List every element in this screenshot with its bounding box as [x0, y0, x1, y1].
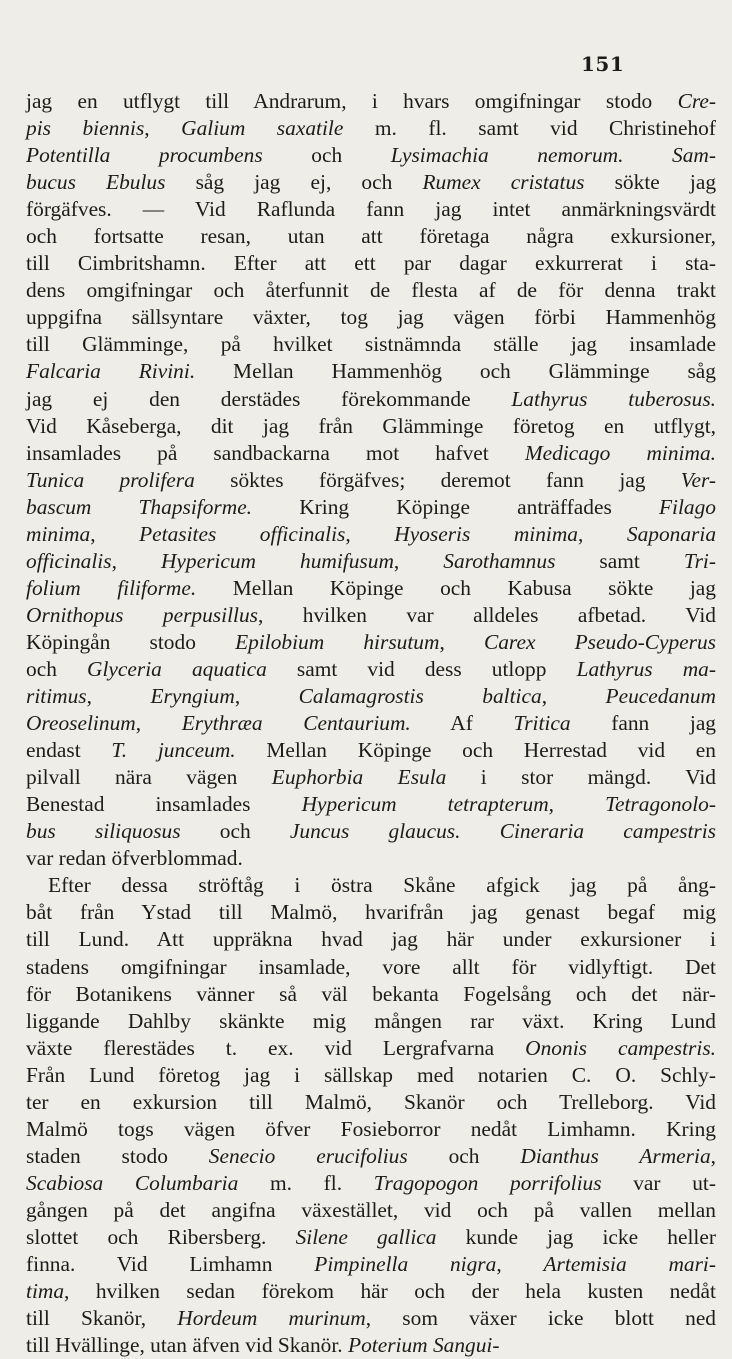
text-segment: , som växer icke blott ned — [365, 1306, 717, 1331]
page-number: 151 — [581, 52, 625, 76]
text-segment — [623, 143, 672, 167]
text-segment: Af — [410, 711, 514, 736]
italic-text: Saponaria — [626, 521, 717, 546]
text-segment — [460, 819, 499, 843]
italic-text: Tritica — [513, 711, 571, 736]
text-line — [26, 1197, 716, 1224]
text-segment: och — [262, 143, 391, 168]
text-segment: , — [541, 684, 606, 709]
text-line — [26, 1278, 716, 1305]
text-line — [26, 737, 716, 764]
text-segment: Mellan Köpinge och Kabusa sökte jag — [196, 575, 716, 600]
text-segment: finna. Vid Limhamn — [26, 1252, 315, 1277]
italic-text: Sam- — [672, 143, 716, 168]
italic-text: Eryngium — [150, 684, 235, 709]
text-line — [26, 413, 716, 440]
text-segment: såg jag ej, och — [165, 170, 423, 195]
text-line — [26, 981, 716, 1008]
text-segment: samt vid dess utlopp — [266, 656, 577, 681]
text-segment: , — [578, 521, 627, 546]
text-segment: slottet och Ribersberg. — [26, 1224, 296, 1249]
text-line — [26, 250, 716, 277]
italic-text: Medicago minima. — [524, 440, 716, 465]
text-line — [26, 845, 716, 872]
text-segment: var redan öfverblommad. — [26, 846, 243, 871]
text-line — [26, 899, 716, 926]
text-segment: endast — [26, 738, 112, 763]
italic-text: Potentilla procumbens — [26, 143, 263, 168]
text-segment: till Lund. Att uppräkna hvad jag här under exkursioner i — [26, 927, 716, 952]
text-line — [26, 683, 716, 710]
italic-text: Euphorbia Esula — [271, 765, 447, 790]
text-line — [26, 954, 716, 981]
text-line — [26, 277, 716, 304]
text-line — [26, 494, 716, 521]
text-line — [26, 386, 716, 413]
text-segment: ter en exkursion till Malmö, Skanör och Trelleborg. Vid — [26, 1089, 716, 1114]
italic-text: Tri- — [683, 548, 716, 573]
italic-text: Ornithopus perpusillus — [26, 602, 258, 627]
italic-text: Ver- — [680, 467, 716, 492]
text-segment: jag ej den derstädes förekommande — [26, 386, 512, 411]
text-segment: m. fl. — [238, 1170, 374, 1195]
text-line — [26, 1332, 716, 1359]
text-segment: och fortsatte resan, utan att företaga några exkursioner, — [26, 224, 716, 249]
italic-text: Galium saxatile — [181, 116, 344, 141]
italic-text: minima — [26, 521, 91, 546]
italic-text: Calamagrostis baltica — [298, 684, 542, 709]
text-line — [26, 142, 716, 169]
italic-text: Lathyrus tuberosus. — [511, 386, 716, 411]
text-line — [26, 1116, 716, 1143]
text-line — [26, 223, 716, 250]
text-line — [26, 358, 716, 385]
italic-text: ritimus — [26, 684, 87, 709]
text-segment: , — [393, 548, 444, 573]
italic-text: Carex Pseudo-Cyperus — [483, 629, 717, 654]
text-segment: , hvilken sedan förekom här och der hela kusten nedåt — [64, 1279, 716, 1304]
italic-text: Ononis campestris. — [525, 1035, 716, 1060]
text-segment: söktes förgäfves; deremot fann jag — [194, 467, 681, 492]
text-segment: Mellan Köpinge och Herrestad vid en — [235, 738, 716, 763]
text-line — [26, 1305, 716, 1332]
italic-text: Glyceria aquatica — [87, 656, 267, 681]
text-segment: insamlades på sandbackarna mot hafvet — [26, 440, 525, 465]
italic-text: officinalis — [26, 548, 112, 573]
text-segment: , — [135, 711, 182, 736]
italic-text: Tetragonolo- — [605, 792, 716, 817]
italic-text: pis biennis — [26, 116, 145, 141]
italic-text: Poterium Sangui- — [348, 1333, 500, 1358]
text-segment: m. fl. samt vid Christinehof — [343, 116, 716, 141]
text-segment: till Cimbritshamn. Efter att ett par dagar exkurrerat i sta- — [26, 251, 716, 276]
text-segment: förgäfves. — Vid Raflunda fann jag intet anmärkningsvärdt — [26, 197, 716, 222]
italic-text: Tragopogon porrifolius — [373, 1170, 602, 1195]
text-line — [26, 791, 716, 818]
text-line — [26, 548, 716, 575]
italic-text: Oreoselinum — [26, 711, 136, 736]
text-segment: till Hvällinge, utan äfven vid Skanör. — [26, 1333, 348, 1358]
italic-text: Erythræa Centaurium. — [181, 711, 411, 736]
text-line — [26, 1035, 716, 1062]
text-segment: och — [26, 656, 87, 681]
text-segment: , hvilken var alldeles afbetad. Vid — [257, 602, 717, 627]
italic-text: tima — [26, 1279, 65, 1304]
text-segment: kunde jag icke heller — [436, 1224, 716, 1249]
text-line — [26, 1062, 716, 1089]
italic-text: Pimpinella nigra — [314, 1252, 497, 1277]
text-segment: , — [144, 116, 182, 141]
text-segment: , — [548, 792, 606, 817]
text-segment: , — [345, 521, 395, 546]
text-segment: pilvall nära vägen — [26, 765, 272, 790]
text-segment: gången på det angifna växestället, vid och på vallen mellan — [26, 1197, 716, 1222]
italic-text: Sarothamnus — [443, 548, 556, 573]
italic-text: Silene gallica — [295, 1224, 437, 1249]
italic-text: bucus Ebulus — [26, 170, 166, 195]
italic-text: Hordeum murinum — [177, 1306, 366, 1331]
text-line — [26, 764, 716, 791]
italic-text: Hypericum tetrapterum — [301, 792, 549, 817]
italic-text: Epilobium hirsutum — [235, 629, 440, 654]
text-segment: , — [234, 684, 299, 709]
text-segment: , — [86, 684, 151, 709]
italic-text: Lysimachia nemorum. — [390, 143, 624, 168]
text-segment: i stor mängd. Vid — [446, 765, 717, 790]
italic-text: Peucedanum — [605, 684, 716, 709]
italic-text: Filago — [658, 494, 716, 519]
text-segment: växte flerestädes t. ex. vid Lergrafvarna — [26, 1035, 526, 1060]
text-segment: , — [439, 629, 484, 654]
text-segment: , — [710, 1143, 716, 1168]
text-segment: Vid Kåseberga, dit jag från Glämminge företog en utflygt, — [26, 413, 716, 438]
text-segment: till Glämminge, på hvilket sistnämnda ställe jag insamlade — [26, 332, 716, 357]
text-segment: fann jag — [570, 711, 717, 736]
text-line — [26, 602, 716, 629]
text-line — [26, 115, 716, 142]
text-segment: båt från Ystad till Malmö, hvarifrån jag genast begaf mig — [26, 900, 716, 925]
italic-text: Falcaria Rivini. — [26, 359, 196, 384]
text-segment: , — [111, 548, 161, 573]
body-text — [26, 88, 716, 1359]
text-segment: samt — [555, 548, 684, 573]
text-line — [26, 818, 716, 845]
text-line — [26, 304, 716, 331]
text-line — [26, 710, 716, 737]
text-segment: till Skanör, — [26, 1306, 178, 1331]
italic-text: Cre- — [677, 89, 716, 113]
italic-text: Rumex cristatus — [422, 170, 585, 195]
text-line — [26, 575, 716, 602]
text-segment: , — [90, 521, 140, 546]
text-line — [26, 1008, 716, 1035]
text-line — [26, 872, 716, 899]
text-line — [26, 467, 716, 494]
text-line — [26, 629, 716, 656]
text-segment: , — [496, 1252, 544, 1277]
italic-text: Senecio erucifolius — [208, 1143, 408, 1168]
text-line — [26, 1224, 716, 1251]
text-segment: staden stodo — [26, 1143, 209, 1168]
text-line — [26, 926, 716, 953]
italic-text: Cineraria campestris — [499, 819, 716, 844]
italic-text: Hypericum humifusum — [160, 548, 394, 573]
italic-text: T. junceum. — [111, 738, 236, 763]
text-line — [26, 196, 716, 223]
text-line — [26, 1089, 716, 1116]
text-segment: sökte jag — [584, 170, 717, 195]
text-line — [26, 440, 716, 467]
italic-text: Tunica prolifera — [26, 467, 195, 492]
text-segment: för Botanikens vänner så väl bekanta Fogelsång och det när- — [26, 981, 716, 1006]
italic-text: Artemisia mari- — [543, 1252, 716, 1277]
text-segment: Köpingån stodo — [26, 629, 236, 654]
text-line — [26, 88, 716, 115]
italic-text: Petasites officinalis — [139, 521, 346, 546]
text-segment: Efter dessa ströftåg i östra Skåne afgick jag på ång- — [48, 873, 716, 898]
text-line — [26, 1170, 716, 1197]
text-line — [26, 1251, 716, 1278]
text-segment: och — [407, 1143, 521, 1168]
text-segment: stadens omgifningar insamlade, vore allt för vidlyftigt. Det — [26, 954, 716, 979]
italic-text: Hyoseris minima — [394, 521, 578, 546]
text-segment: Benestad insamlades — [26, 792, 302, 817]
text-segment: Mellan Hammenhög och Glämminge såg — [195, 359, 716, 384]
text-line — [26, 1143, 716, 1170]
text-line — [26, 169, 716, 196]
text-segment: dens omgifningar och återfunnit de flesta af de för denna trakt — [26, 278, 716, 303]
text-line — [26, 521, 716, 548]
italic-text: Lathyrus ma- — [576, 656, 717, 681]
italic-text: bascum Thapsiforme. — [26, 494, 253, 519]
italic-text: Dianthus Armeria — [520, 1143, 711, 1168]
italic-text: bus siliquosus — [26, 819, 181, 844]
text-segment: jag en utflygt till Andrarum, i hvars omgifningar stodo — [26, 89, 678, 113]
italic-text: folium filiforme. — [26, 575, 197, 600]
text-segment: uppgifna sällsyntare växter, tog jag vägen förbi Hammenhög — [26, 305, 716, 330]
italic-text: Scabiosa Columbaria — [26, 1170, 239, 1195]
text-segment: Kring Köpinge anträffades — [252, 494, 659, 519]
text-segment: var ut- — [601, 1170, 716, 1195]
text-segment: och — [180, 819, 290, 844]
text-segment: liggande Dahlby skänkte mig mången rar växt. Kring Lund — [26, 1008, 716, 1033]
text-segment: Från Lund företog jag i sällskap med notarien C. O. Schly- — [26, 1062, 716, 1087]
text-segment: Malmö togs vägen öfver Fosieborror nedåt Limhamn. Kring — [26, 1116, 716, 1141]
italic-text: Juncus glaucus. — [289, 819, 461, 844]
text-line — [26, 331, 716, 358]
text-line — [26, 656, 716, 683]
